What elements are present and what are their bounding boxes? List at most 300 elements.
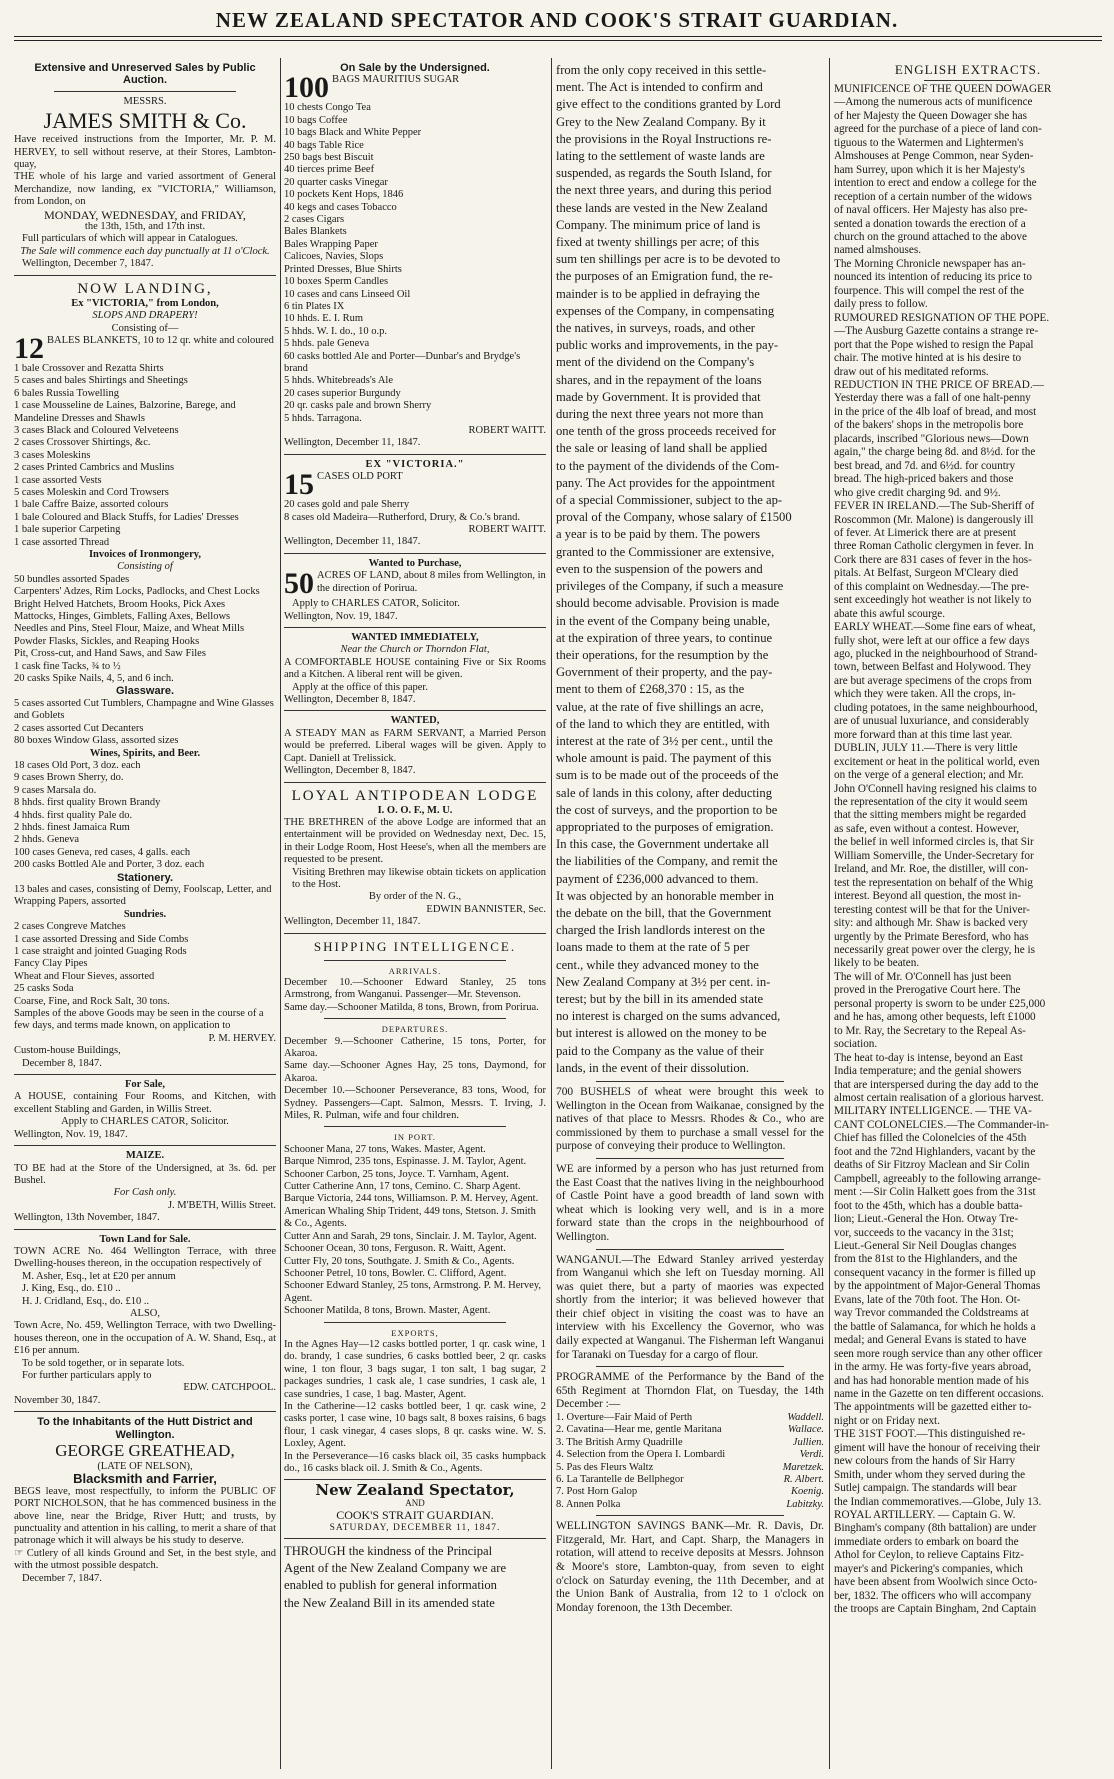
masthead-rule [14,36,1102,37]
programme-item [556,1462,824,1474]
article-line: Ireland, and Mr. Roe, the distiller, will con- [834,863,1029,876]
article-line: John O'Connell having resigned his claims to [834,782,1037,795]
article-line: —The Ausburg Gazette contains a strange re- [834,325,1039,338]
article-line: pitals. At Belfast, Surgeon M'Cleary died [834,567,1019,580]
ad-heading: For Sale, [124,1079,166,1091]
programme-composer: R. Albert. [783,1474,824,1486]
ad-text: THE whole of his large and varied assortment of General Merchandize, now landing, ex "VICTORIA," Williamson, from London, on [14,171,276,208]
article-line: interest at the rate of 3½ per cent., until the [556,733,773,748]
list-item: Bales Blankets [284,226,347,238]
article-line: RUMOURED RESIGNATION OF THE POPE. [834,311,1050,324]
ad-apply: Apply at the office of this paper. [292,681,428,693]
article-line: the belief in well informed circles is, that Sir [834,836,1034,849]
article-line: more forward than at this time last year. [834,728,1013,741]
list-item: 1 case assorted Dressing and Side Combs [14,933,189,945]
article-line: Government of their property, and the pay- [556,665,773,680]
ad-text: To be sold together, or in separate lots. [22,1357,185,1369]
programme-item [556,1474,824,1486]
article-line: likely to be beaten. [834,957,920,970]
section-heading: Glassware. [115,685,175,698]
article-line: in the price of the 4lb loaf of bread, and most [834,405,1037,418]
shipping-entry: Schooner Carbon, 25 tons, Joyce. T. Varnham, Agent. [284,1168,509,1180]
article-line: the liabilities of the Company, and remit the [556,854,778,869]
article-line: teresting contest will be that for the Univer- [834,903,1030,916]
list-item: Samples of the above Goods may be seen in the course of a few days, and terms made known, on application to [14,1008,264,1032]
article-line: ment :—Sir Colin Halkett goes from the 31st [834,1186,1036,1199]
list-item: 5 hhds. Whitebreads's Ale [284,375,394,387]
subsection-heading: DEPARTURES. [381,1024,449,1035]
ad-text: ALSO, [129,1307,161,1319]
article-line: ROYAL ARTILLERY. — Captain G. W. [834,1509,1016,1522]
divider [596,1366,784,1367]
divider [284,1538,546,1539]
article-line: lands, in the event of their dissolution. [556,1060,750,1075]
article-line: paid to the Company as the value of their [556,1043,764,1058]
article-line: whole amount is paid. The payment of this [556,751,772,766]
article-line: Grey to the New Zealand Company. By it [556,114,766,129]
list-item: Needles and Pins, Steel Flour, Maize, and Wheat Mills [14,623,245,635]
dateline: November 30, 1847. [14,1394,101,1406]
article-line: from the 81st to the Highlanders, and the [834,1253,1018,1266]
article-line: shares, and in the repayment of the loans [556,372,762,387]
article-line: sale of lands in this colony, after deducting [556,785,773,800]
article-line: giment will have the honour of receiving their [834,1441,1040,1454]
item-list [14,574,276,686]
article-line: ment. The Act is intended to confirm and [556,80,763,95]
article-line: draw out of his meditated reforms. [834,365,989,378]
article-line: FEVER IN IRELAND.—The Sub-Sheriff of [834,500,1035,513]
shipping-entry: December 10.—Schooner Edward Stanley, 25 tons Armstrong, from Wanganui. Passenger—Mr. Stevenson. [284,976,546,1001]
article-line: New Zealand Company at 3½ per cent. in- [556,974,771,989]
ad-days: MONDAY, WEDNESDAY, and FRIDAY, [44,207,246,222]
programme-composer: Koenig. [791,1486,824,1498]
article-line: Lieut.-General Sir Neil Douglas changes [834,1239,1017,1252]
list-item: 10 bags Coffee [284,114,348,126]
article-line: way Trevor commanded the Coldstreams at [834,1307,1029,1320]
divider [284,627,546,628]
programme-piece: 6. La Tarantelle de Bellphegor [556,1474,684,1486]
list-item: 5 hhds. W. I. do., 10 o.p. [284,325,387,337]
article-line: abate this awful scourge. [834,607,946,620]
article-line: who give credit charging 9d. and 9½. [834,486,1001,499]
programme-item [556,1486,824,1498]
article-line: suspended, as regards the South Island, for [556,166,772,181]
article-line: but interest is allowed on the money to be [556,1026,767,1041]
programme-list [556,1412,824,1511]
programme-composer: Maretzek. [782,1461,824,1473]
article-line: the natives, in surveys, roads, and other [556,321,756,336]
article-line: of the bakers' shops in the metropolis bore [834,419,1024,432]
news-paragraph: WANGANUI.—The Edward Stanley arrived yesterday from Wanganui which she left on Tuesday morning. All was quiet there, but a party of maories was expected shortly from the interior; it was believed however that their chief object in visiting the coast was to have an interview with his Excellency the Governor, who was daily expected at Wanganui. The Fisherman left Wanganui for Taranaki on Tuesday for a cargo of flour. [556,1253,824,1361]
article-line: EARLY WHEAT.—Some fine ears of wheat, [834,621,1036,634]
article-line: even to the suspension of the powers and [556,561,763,576]
article-line: give effect to the conditions granted by Lord [556,97,781,112]
drop-number: 100 [284,71,329,105]
ad-text: THE BRETHREN of the above Lodge are informed that an entertainment will be provided on Wednesday next, Dec. 15, in their Lodge Room, Host Heese's, when all the members are requested to be present. [284,816,546,866]
article-line: are of unusual luxuriance, and considerably [834,715,1030,728]
programme-item [556,1449,824,1461]
article-line: The Morning Chronicle newspaper has an- [834,257,1026,270]
ad-note: The Sale will commence each day punctually at 11 o'Clock. [20,245,270,257]
list-item: 10 cases and cans Linseed Oil [284,288,411,300]
list-item: 10 boxes Sperm Candles [284,276,389,288]
article-line: as safe, even without a contest. However, [834,822,1020,835]
article-line: consequent vacancy in the former is filled up [834,1266,1036,1279]
list-item: 5 cases and bales Shirtings and Sheetings [14,375,188,387]
list-item: 5 hhds. Tarragona. [284,412,362,424]
list-item: 13 bales and cases, consisting of Demy, Foolscap, Letter, and Wrapping Papers, assorted [14,883,272,908]
list-item: 50 bundles assorted Spades [14,573,130,585]
list-item: M. Asher, Esq., let at £20 per annum [22,1270,176,1282]
article-line: and has had honorable mention made of his [834,1374,1029,1387]
article-line: three Roman Catholic clergymen in fever. In [834,540,1034,553]
list-item: Fancy Clay Pipes [14,958,88,970]
article-line: and he has, among other bequests, left £1000 [834,1011,1036,1024]
programme-piece: 2. Cavatina—Hear me, gentle Maritana [556,1424,722,1436]
shipping-entry: Cutter Catherine Ann, 17 tons, Cemino. C. Sharp Agent. [284,1181,521,1193]
dateline: Wellington, 13th November, 1847. [14,1212,160,1224]
ad-text: (LATE OF NELSON), [97,1461,193,1473]
item-list [14,1271,276,1308]
article-line: THE 31ST FOOT.—This distinguished re- [834,1428,1026,1441]
list-item: 200 casks Bottled Ale and Porter, 3 doz. each [14,859,205,871]
list-item: 100 cases Geneva, red cases, 4 galls. each [14,846,191,858]
dateline: Custom-house Buildings, [14,1045,121,1057]
list-item: 10 pockets Kent Hops, 1846 [284,189,404,201]
article-line: lating to the settlement of waste lands are [556,149,765,164]
article-line: Roscommon (Mr. Malone) is dangerously ill [834,513,1034,526]
programme-piece: 8. Annen Polka [556,1498,621,1510]
shipping-entry: Schooner Petrel, 10 tons, Bowler. C. Clifford, Agent. [284,1267,507,1279]
article-line: interest. Beyond all question, the most in- [834,890,1022,903]
ad-text: Town Acre, No. 459, Wellington Terrace, with two Dwelling-houses thereon, one in the occupation of A. W. Shand, Esq., at £16 per annum. [14,1320,276,1357]
ad-heading: WANTED, [390,715,440,727]
article-line: ham Surrey, upon which it is her Majesty's [834,163,1025,176]
dateline: December 7, 1847. [22,1572,102,1584]
ad-text: Visiting Brethren may likewise obtain tickets on application to the Host. [292,866,546,890]
article-line: port that the Pope wished to resign the Papal [834,338,1034,351]
signature: P. M. HERVEY. [208,1032,276,1044]
programme-piece: 1. Overture—Fair Maid of Perth [556,1412,693,1424]
article-line: night or on Friday next. [834,1414,940,1427]
section-heading: ENGLISH EXTRACTS. [894,62,1042,77]
article-line: appropriated to the purposes of emigration. [556,819,774,834]
article-line: enabled to publish for general information [284,1578,497,1593]
dateline: Wellington, Nov. 19, 1847. [14,1128,128,1140]
ad-heading: NOW LANDING, [77,280,213,297]
list-item: 2 hhds. Geneva [14,834,80,846]
article-line: sociation. [834,1038,878,1051]
list-item: 5 cases assorted Cut Tumblers, Champagne and Wine Glasses and Goblets [14,697,274,722]
item-list [14,760,276,872]
article-line: of fever. At Limerick there are at present [834,526,1017,539]
signature: J. M'BETH, Willis Street. [167,1199,276,1211]
article-line: the debate on the bill, that the Government [556,905,772,920]
article-line: mayer's and Pickering's companies, which [834,1562,1023,1575]
article-line: Athol for Ceylon, to relieve Captains Fitz- [834,1549,1024,1562]
list-item: 9 cases Brown Sherry, do. [14,772,124,784]
divider [284,553,546,554]
dateline: Wellington, Nov. 19, 1847. [284,610,398,622]
list-item: 2 cases Congreve Matches [14,921,126,933]
article-line: sum ten shillings per acre is to be devoted to [556,252,781,267]
divider [324,1126,506,1127]
article-line: public works and improvements, in the pay- [556,338,779,353]
item-list [284,977,546,1014]
ad-apply: Apply to CHARLES CATOR, Solicitor. [61,1116,229,1128]
shipping-entry: Schooner Ocean, 30 tons, Ferguson. R. Waitt, Agent. [284,1243,506,1255]
article-line: proval of the Company, whose salary of £1500 [556,510,792,525]
list-item: 1 case assorted Vests [14,474,102,486]
list-item: 20 cases gold and pale Sherry [284,499,410,511]
programme-composer: Jullien. [792,1436,824,1448]
list-item: Mattocks, Hinges, Gimblets, Falling Axes, Bellows [14,611,231,623]
article-line: Agent of the New Zealand Company we are [284,1561,507,1576]
list-item: 1 bale superior Carpeting [14,524,121,536]
section-heading: SHIPPING INTELLIGENCE. [313,938,517,954]
article-line: agreed for the purchase of a piece of land con- [834,123,1042,136]
article-line: Campbell, agreeably to the following arrange- [834,1172,1041,1185]
article-line: almost certain realisation of a glorious harvest. [834,1091,1044,1104]
ad-apply: Apply to CHARLES CATOR, Solicitor. [292,598,460,610]
list-item: 10 hhds. E. I. Rum [284,313,364,325]
shipping-entry: Cutter Fly, 20 tons, Southgate. J. Smith & Co., Agents. [284,1255,515,1267]
programme-composer: Verdi. [799,1449,824,1461]
section-heading: Sundries. [123,908,167,920]
divider [924,80,1012,81]
article-line: expenses of the Company, in compensating [556,303,775,318]
article-line: loans made to them at the rate of 5 per [556,940,750,955]
column-1 [14,62,276,1771]
ad-text: ACRES OF LAND, about 8 miles from Wellington, in the direction of Porirua. [317,570,546,594]
article-line: The heat to-day is intense, beyond an East [834,1051,1023,1064]
article-line: to Mr. Ray, the Secretary to the Repeal As- [834,1024,1026,1037]
column-divider [280,58,281,1769]
list-item: J. King, Esq., do. £10 .. [22,1283,121,1295]
divider [324,1018,506,1019]
article-line: the Indian commemoratives.—Globe, July 13. [834,1495,1042,1508]
ad-subheading: SLOPS AND DRAPERY! [92,310,198,322]
article-line: one tenth of the gross proceeds received for [556,424,776,439]
news-paragraph: WELLINGTON SAVINGS BANK—Mr. R. Davis, Dr. Fitzgerald, Mr. Hart, and Capt. Sharp, the Managers in rotation, will attend to receive deposits at Messrs. Johnson & Moore's store, Lambton-quay, from seven to eight o'clock on Saturday evening, the 11th December, and at the Union Bank of Australia, from 12 to 1 o'clock on Monday forenoon, the 13th December. [556,1520,824,1614]
article-line: cent., while they advanced money to the [556,957,759,972]
article-line: personal property is sworn to be under £25,000 [834,997,1046,1010]
article-line: to the payment of the dividends of the Com- [556,458,780,473]
list-item: 1 case assorted Thread [14,536,110,548]
article-line: best bread, and 7d. and 6½d. for country [834,459,1016,472]
article-line: by the appointment of Major-General Thomas [834,1280,1041,1293]
signature: EDW. CATCHPOOL. [183,1382,276,1394]
article-line: chair. The motive hinted at is his desire to [834,352,1022,365]
divider [14,1229,276,1230]
shipping-entry: Same day.—Schooner Matilda, 8 tons, Brown, from Porirua. [284,1001,539,1013]
list-item: 2 cases Cigars [284,214,345,226]
programme-piece: 5. Pas des Fleurs Waltz [556,1461,654,1473]
article-line: fully shot, were left at our office a few days [834,634,1030,647]
list-item: 3 cases Moleskins [14,449,91,461]
article-line: named almshouses. [834,244,921,257]
list-item: 20 qr. casks pale and brown Sherry [284,400,432,412]
article-line: India temperature; and the genial showers [834,1065,1022,1078]
item-lead [284,71,546,105]
divider [324,960,506,961]
article-line: seen more rough service than any other officer [834,1347,1043,1360]
item-list [284,499,546,524]
article-line: name in the Gazette on ten different occasions. [834,1387,1044,1400]
ad-text: By order of the N. G., [368,891,462,903]
list-item: 1 bale Coloured and Black Stuffs, for Ladies' Dresses [14,511,239,523]
item-list [14,698,276,748]
article-line: fixed at twenty shillings per acre; of this [556,235,760,250]
article-line: of a special Commissioner, subject to the ap- [556,493,783,508]
divider [596,1515,784,1516]
divider [14,1145,276,1146]
ad-dates: the 13th, 15th, and 17th inst. [84,221,206,233]
divider [596,1158,784,1159]
article-line: value, at the rate of five shillings an acre, [556,699,764,714]
article-line: the cost of surveys, and the proportion to be [556,802,778,817]
ad-heading: EX "VICTORIA." [365,458,465,470]
article-line: immediate orders to embark on board the [834,1535,1019,1548]
article-line: vor, succeeds to the vacancy in the 31st; [834,1226,1014,1239]
article-line: ment of the dividend on the Company's [556,355,755,370]
article-line: The will of Mr. O'Connell has just been [834,970,1012,983]
article-line: during the next three years not more than [556,407,764,422]
article-line: ment to them of £268,370 : 15, as the [556,682,745,697]
article-line: foot to the 45th, which has a double batta- [834,1199,1023,1212]
dateline: Wellington, December 11, 1847. [284,916,421,928]
article-line: REDUCTION IN THE PRICE OF BREAD.— [834,378,1044,391]
drop-number: 15 [284,468,314,502]
divider [324,1322,506,1323]
article-line: tiguous to the Watermen and Lightermen's [834,136,1024,149]
subsection-heading: ARRIVALS. [388,965,442,976]
item-list [14,884,276,909]
article-line: necessarily great power over the clergy, he is [834,944,1035,956]
ad-text: Consisting of— [111,322,179,334]
article-line: at the expiration of three years, to continue [556,630,773,645]
article-line: new colours from the hands of Sir Harry [834,1455,1016,1468]
programme-composer: Waddell. [787,1412,824,1424]
programme-composer: Wallace. [787,1424,824,1436]
divider [284,710,546,711]
list-item: 1 case Mousseline de Laines, Balzorine, Barege, and Mandeline Dresses and Shawls [14,400,236,424]
signature: EDWIN BANNISTER, Sec. [426,903,546,915]
divider [14,275,276,276]
ad-text: BEGS leave, most respectfully, to inform the PUBLIC OF PORT NICHOLSON, that he has commenced business in the above line, near the Bridge, River Hutt; and trusts, by punctuality and attention in his calling, to merit a share of that patronage which it will always be his study to deserve. [14,1485,276,1547]
ad-subheading: Near the Church or Thorndon Flat, [340,644,490,656]
article-line: that the sitting members might be regarded [834,809,1027,822]
article-line: their operations, for the resumption by the [556,647,769,662]
ad-text: Full particulars of which will appear in Catalogues. [22,233,238,245]
programme-composer: Labitzky. [786,1498,824,1510]
list-item: 4 hhds. first quality Pale do. [14,809,133,821]
list-item: BAGS MAURITIUS SUGAR [332,74,460,86]
article-line: Yesterday there was a fall of one halt-penny [834,392,1031,405]
item-list [284,1036,546,1123]
divider [596,1249,784,1250]
article-line: proved in the Prerogative Court here. The [834,984,1021,997]
list-item: 250 bags best Biscuit [284,152,374,164]
article-line: which they were taken. All the crops, in- [834,688,1016,701]
article-line: payment of £236,000 advanced to them. [556,871,759,886]
article-line: of this complaint on Wednesday.—The pre- [834,580,1030,593]
section-note: Consisting of [117,561,173,573]
list-item: 6 tin Plates IX [284,300,345,312]
signature: ROBERT WAITT. [468,524,546,535]
article-line: excitement or heat in the political world, even [834,755,1040,768]
list-item: 40 bags Table Rice [284,139,364,151]
list-item: 5 cases Moleskin and Cord Trowsers [14,486,169,498]
article-line: MUNIFICENCE OF THE QUEEN DOWAGER [834,83,1052,95]
shipping-entry: In the Agnes Hay—12 casks bottled porter, 1 qr. cask wine, 1 do. brandy, 1 case sundries, 6 casks bottled beer, 2 qr. casks wine, 1 ton flour, 3 bags sugar, 1 ton salt, 1 bag sugar, 2 packages sundries, 1 cask ale, 1 case sundries, 1 cask ale, 1 case sundries, 1 case, 1 bag. Master, Agent. [284,1338,546,1400]
article-line: test the representation on behalf of the Whig [834,876,1033,889]
shipping-entry: Schooner Matilda, 8 tons, Brown. Master, Agent. [284,1305,491,1317]
paper-and: AND [405,1497,425,1508]
article-line: terest; but by the bill in its amended state [556,991,764,1006]
shipping-entry: Same day.—Schooner Agnes Hay, 25 tons, Daymond, for Akaroa. [284,1060,546,1084]
shipping-entry: December 10.—Schooner Perseverance, 83 tons, Wood, for Sydney. Passengers—Capt. Salmon, Messrs. T. Irving, J. Miles, R. Pulman, wife and four children. [284,1085,546,1122]
divider [596,1081,784,1082]
item-list [284,102,546,425]
messrs: MESSRS. [123,95,167,107]
paper-date: SATURDAY, DECEMBER 11, 1847. [329,1522,501,1533]
list-item: 2 cases Crossover Shirtings, &c. [14,437,151,449]
article-line: in the army. He was forty-five years abroad, [834,1361,1032,1374]
article-line: Cork there are 831 cases of fever in the hos- [834,553,1032,566]
column-2 [284,62,546,1771]
ad-text: A STEADY MAN as FARM SERVANT, a Married Person would be preferred. Liberal wages will be given. Apply to Capt. Daniell at Trelissick. [284,727,546,764]
article-line: the representation of the city it would seem [834,796,1028,809]
article-line: CANT COLONELCIES.—The Commander-in- [834,1118,1049,1131]
list-item: 2 hhds. finest Jamaica Rum [14,821,130,833]
article-line: no interest is charged on the sums advanced, [556,1009,781,1024]
list-item: 1 cask fine Tacks, ¾ to ½ [14,660,121,672]
dateline: Wellington, December 8, 1847. [284,765,416,777]
list-item: 80 boxes Window Glass, assorted sizes [14,735,179,747]
article-line: foot and the 72nd Highlanders, vacant by the [834,1145,1036,1158]
article-line: It was objected by an honorable member in [556,888,774,903]
ad-heading: On Sale by the Undersigned. [340,62,490,74]
article-line: cluding potatoes, in the same neighbourhood, [834,701,1038,714]
article-line: fourpence. This will compel the rest of the [834,284,1024,297]
list-item: 8 hhds. first quality Brown Brandy [14,797,161,809]
list-item: 5 hhds. pale Geneva [284,338,370,350]
article-line: the provisions in the Royal Instructions re- [556,131,772,146]
article-line: a year is to be paid by them. The powers [556,527,761,542]
article-line: of naval officers. Her Majesty has also pre- [834,204,1028,217]
ad-subheading: Ex "VICTORIA," from London, [71,297,219,309]
list-item: 6 bales Russia Towelling [14,387,119,399]
article-line: Evans, late of the 70th foot. The Hon. Ot- [834,1293,1021,1306]
article-line: sum is to be made out of the proceeds of the [556,768,779,783]
article-line: that are interspersed during the day add to the [834,1078,1039,1091]
column-4 [834,62,1102,1771]
leader-article [284,1543,546,1612]
article-line: nounced its intention of reducing its price to [834,271,1032,284]
list-item: 9 cases Marsala do. [14,784,97,796]
list-item: Coarse, Fine, and Rock Salt, 30 tons. [14,995,170,1007]
subsection-heading: EXPORTS, [391,1327,439,1338]
article-line: again," the charge being 8d. and 8½d. for the [834,446,1036,459]
article-line: ago, plucked in the neighbourhood of Strand- [834,648,1038,661]
list-item: Printed Dresses, Blue Shirts [284,263,402,275]
section-heading: Wines, Spirits, and Beer. [89,747,201,759]
programme-item [556,1499,824,1511]
programme-item [556,1424,824,1436]
list-item: 2 cases Printed Cambrics and Muslins [14,462,175,474]
list-item: 25 casks Soda [14,983,74,995]
